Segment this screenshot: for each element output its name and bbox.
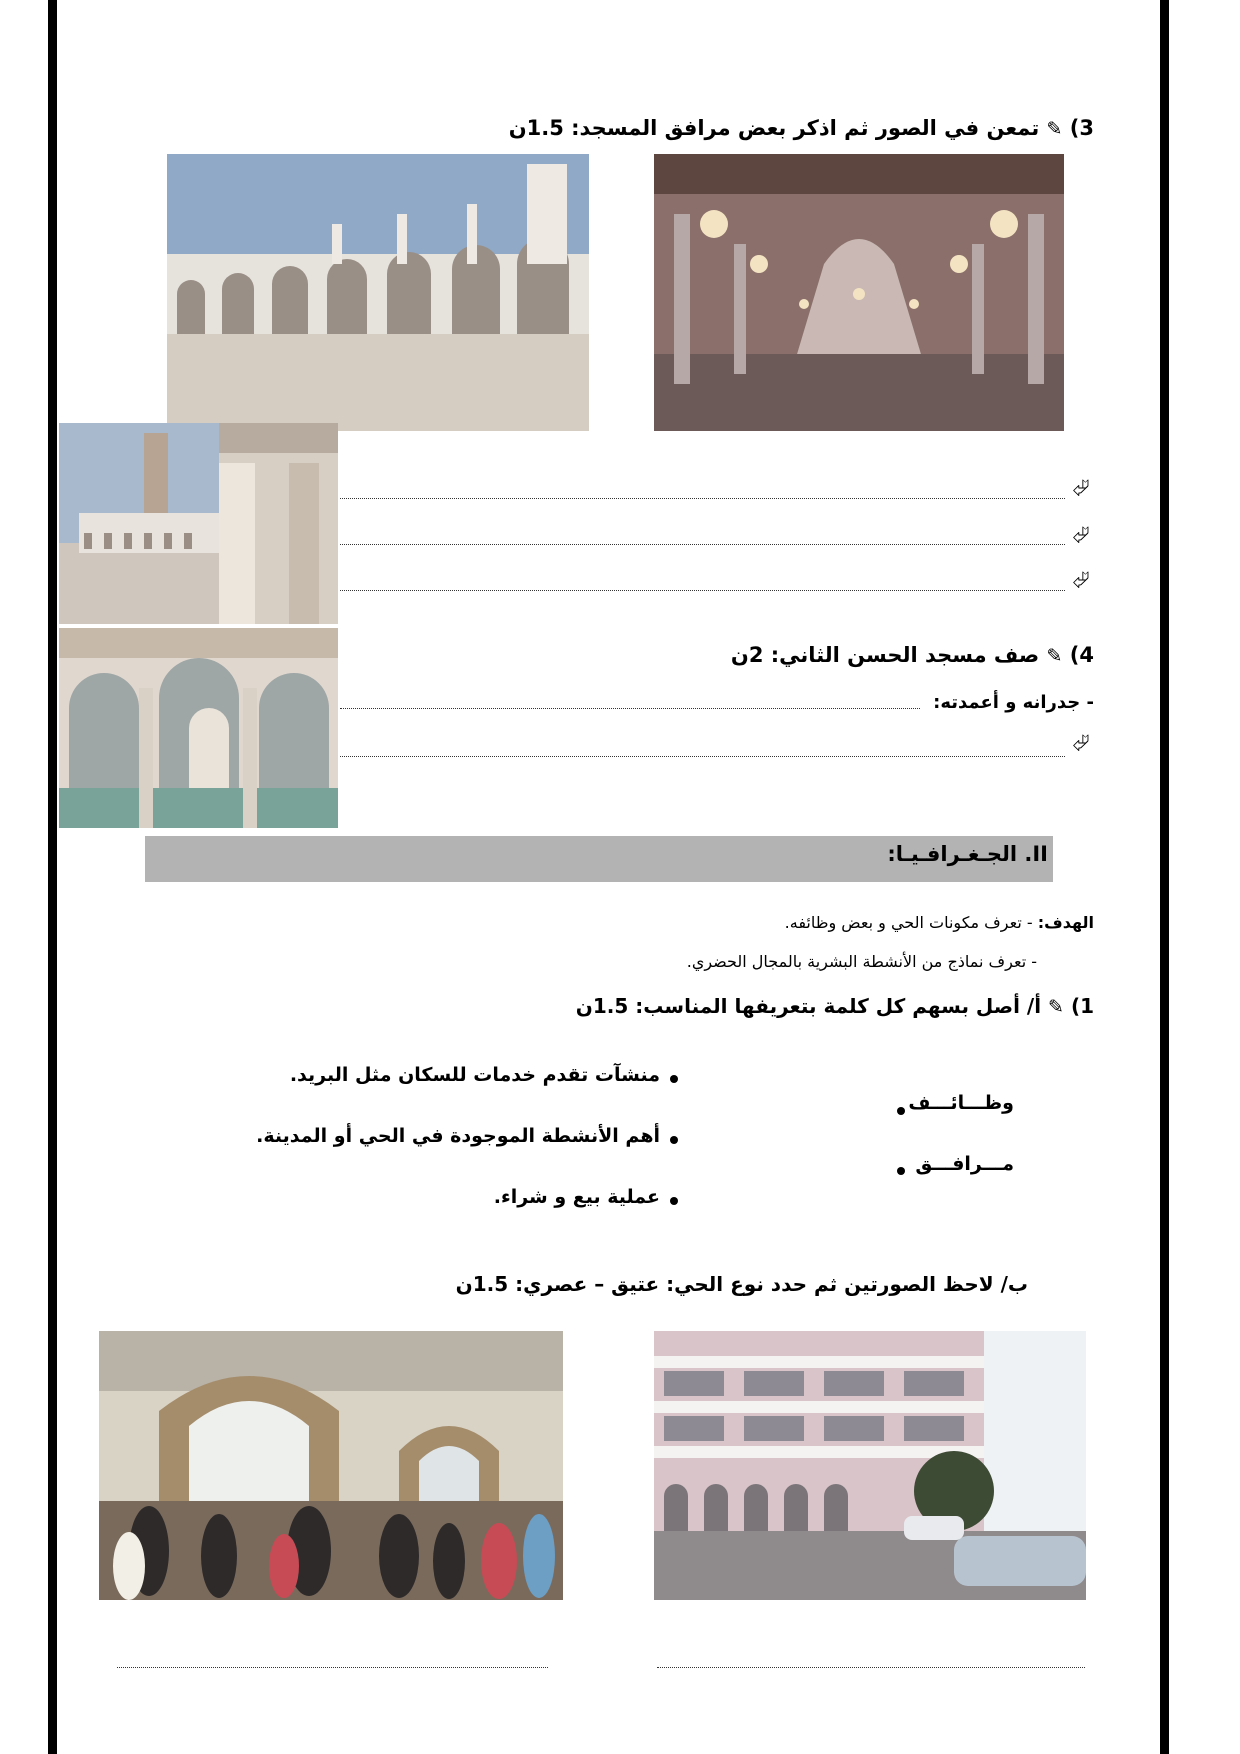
mosque-interior-photo — [654, 154, 1064, 431]
modern-neighborhood-photo — [654, 1331, 1086, 1600]
pen-icon: ✎ — [1046, 645, 1063, 667]
goal-item-1: - تعرف مكونات الحي و بعض وظائفه. — [784, 913, 1033, 932]
page-border-right — [1160, 0, 1169, 1754]
geo-qb-points: 1.5ن — [455, 1272, 509, 1296]
mosque-courtyard-photo — [167, 154, 589, 431]
geo-q1-number: 1) — [1070, 994, 1094, 1018]
geo-q1-heading — [576, 994, 1094, 1018]
word-item-1: وظـــائـــف — [908, 1092, 1014, 1114]
answer-line-4[interactable] — [340, 708, 920, 709]
q3-heading — [509, 116, 1094, 140]
q4-heading — [731, 643, 1094, 667]
answer-arrow-icon: ⮰ — [1072, 476, 1090, 501]
section-title: II. الجـغـرافـيـا: — [887, 842, 1048, 866]
q3-text: تمعن في الصور ثم اذكر بعض مرافق المسجد: — [571, 116, 1040, 140]
answer-line-2[interactable] — [340, 544, 1065, 545]
q4-text: صف مسجد الحسن الثاني: — [770, 643, 1040, 667]
pen-icon: ✎ — [1048, 996, 1064, 1018]
answer-arrow-icon: ⮰ — [1072, 523, 1090, 548]
answer-arrow-icon: ⮰ — [1072, 731, 1090, 756]
word-bullet — [897, 1107, 905, 1115]
pen-icon: ✎ — [1046, 118, 1063, 140]
answer-line-old-neighborhood[interactable] — [117, 1667, 548, 1668]
definition-item-2: أهم الأنشطة الموجودة في الحي أو المدينة. — [256, 1125, 660, 1147]
answer-arrow-icon: ⮰ — [1072, 568, 1090, 593]
word-bullet — [897, 1167, 905, 1175]
word-item-2: مـــرافـــق — [915, 1153, 1014, 1175]
geo-q1-points: 1.5ن — [575, 994, 629, 1018]
answer-line-1[interactable] — [340, 498, 1065, 499]
definition-bullet — [670, 1075, 678, 1083]
definition-item-1: منشآت تقدم خدمات للسكان مثل البريد. — [289, 1064, 660, 1086]
definition-bullet — [670, 1136, 678, 1144]
answer-line-modern-neighborhood[interactable] — [657, 1667, 1085, 1668]
answer-line-5[interactable] — [340, 756, 1065, 757]
definition-item-3: عملية بيع و شراء. — [493, 1186, 660, 1208]
goals-label: الهدف: — [1037, 913, 1094, 932]
definition-bullet — [670, 1197, 678, 1205]
geo-qb-heading — [456, 1272, 1028, 1296]
goal-item-2: - تعرف نماذج من الأنشطة البشرية بالمجال الحضري. — [686, 952, 1037, 971]
q4-number: 4) — [1069, 643, 1094, 667]
mosque-arches-photo — [59, 628, 338, 828]
q4-sub-label: - جدرانه و أعمدته: — [933, 692, 1094, 713]
geo-q1-text: أ/ أصل بسهم كل كلمة بتعريفها المناسب: — [635, 994, 1042, 1018]
q4-points: 2ن — [730, 643, 764, 667]
q3-number: 3) — [1069, 116, 1094, 140]
goals-line-1 — [785, 913, 1094, 932]
mosque-minaret-photo — [59, 423, 338, 624]
page-border-left — [48, 0, 57, 1754]
old-neighborhood-photo — [99, 1331, 563, 1600]
geo-qb-text: ب/ لاحظ الصورتين ثم حدد نوع الحي: عتيق – عصري: — [515, 1272, 1028, 1296]
answer-line-3[interactable] — [340, 590, 1065, 591]
q3-points: 1.5ن — [508, 116, 564, 140]
